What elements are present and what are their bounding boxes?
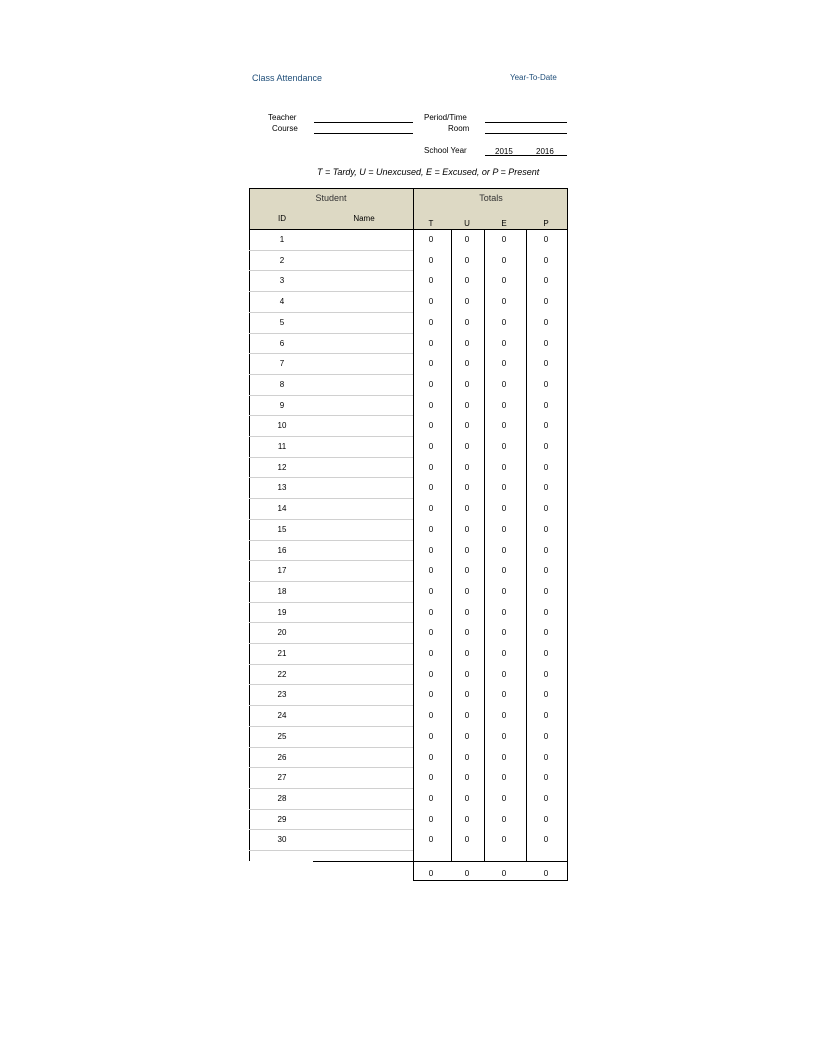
count-cell-u: 0: [464, 255, 470, 265]
student-id-cell: 24: [277, 711, 287, 721]
count-cell-t: 0: [428, 545, 434, 555]
student-name-cell[interactable]: [299, 624, 409, 640]
count-cell-e: 0: [501, 752, 507, 762]
row-divider: [249, 560, 413, 561]
row-divider: [249, 374, 413, 375]
count-cell-t: 0: [428, 359, 434, 369]
student-name-cell[interactable]: [299, 811, 409, 827]
count-cell-e: 0: [501, 338, 507, 348]
count-cell-p: 0: [543, 379, 549, 389]
row-divider: [249, 767, 413, 768]
count-cell-e: 0: [501, 276, 507, 286]
count-cell-e: 0: [501, 814, 507, 824]
count-cell-t: 0: [428, 793, 434, 803]
student-id-cell: 1: [279, 235, 285, 244]
t-u-divider: [451, 229, 452, 861]
count-cell-t: 0: [428, 255, 434, 265]
totals-header-label: Totals: [479, 193, 503, 203]
student-id-cell: 20: [277, 628, 287, 638]
total-e: 0: [501, 869, 507, 878]
row-divider: [249, 643, 413, 644]
student-id-cell: 23: [277, 690, 287, 700]
count-cell-p: 0: [543, 773, 549, 783]
count-cell-p: 0: [543, 669, 549, 679]
count-cell-e: 0: [501, 442, 507, 451]
count-cell-u: 0: [464, 317, 470, 327]
count-cell-t: 0: [428, 731, 434, 741]
student-name-cell[interactable]: [299, 728, 409, 744]
count-cell-t: 0: [428, 235, 434, 244]
row-divider: [249, 829, 413, 830]
count-cell-t: 0: [428, 607, 434, 617]
student-id-cell: 9: [279, 400, 285, 410]
student-id-cell: 7: [279, 359, 285, 369]
course-label: Course: [272, 124, 298, 133]
row-divider: [249, 809, 413, 810]
count-cell-u: 0: [464, 462, 470, 472]
student-name-cell[interactable]: [299, 666, 409, 682]
count-cell-e: 0: [501, 317, 507, 327]
count-cell-u: 0: [464, 607, 470, 617]
count-cell-e: 0: [501, 379, 507, 389]
count-cell-e: 0: [501, 669, 507, 679]
row-divider: [249, 581, 413, 582]
student-id-cell: 13: [277, 483, 287, 493]
count-cell-p: 0: [543, 793, 549, 803]
student-name-cell[interactable]: [299, 831, 409, 847]
student-id-cell: 27: [277, 773, 287, 783]
student-id-cell: 29: [277, 814, 287, 824]
count-cell-p: 0: [543, 338, 549, 348]
total-t: 0: [428, 869, 434, 878]
student-name-cell[interactable]: [299, 521, 409, 537]
count-cell-p: 0: [543, 711, 549, 721]
totals-top-border: [313, 861, 568, 862]
count-cell-p: 0: [543, 690, 549, 700]
row-divider: [249, 436, 413, 437]
count-cell-u: 0: [464, 235, 470, 244]
id-column-header: ID: [278, 214, 286, 223]
student-id-cell: 5: [279, 317, 285, 327]
student-name-cell[interactable]: [299, 604, 409, 620]
count-cell-p: 0: [543, 628, 549, 638]
year-start[interactable]: 2015: [495, 147, 513, 156]
count-cell-p: 0: [543, 731, 549, 741]
school-year-label: School Year: [424, 146, 467, 155]
student-name-cell[interactable]: [299, 272, 409, 288]
row-divider: [249, 250, 413, 251]
count-cell-u: 0: [464, 669, 470, 679]
count-cell-t: 0: [428, 483, 434, 493]
row-divider: [249, 457, 413, 458]
row-divider: [249, 540, 413, 541]
period-field[interactable]: [485, 122, 567, 123]
count-cell-p: 0: [543, 462, 549, 472]
student-id-cell: 4: [279, 297, 285, 307]
count-cell-p: 0: [543, 586, 549, 596]
student-name-cell[interactable]: [299, 686, 409, 702]
count-cell-u: 0: [464, 711, 470, 721]
row-divider: [249, 850, 413, 851]
count-cell-u: 0: [464, 379, 470, 389]
count-cell-u: 0: [464, 421, 470, 431]
row-divider: [249, 498, 413, 499]
total-p: 0: [543, 869, 549, 878]
count-cell-u: 0: [464, 359, 470, 369]
row-divider: [249, 270, 413, 271]
student-id-cell: 22: [277, 669, 287, 679]
year-end[interactable]: 2016: [536, 147, 554, 156]
student-id-cell: 18: [277, 586, 287, 596]
table-right-border: [567, 188, 568, 881]
count-cell-u: 0: [464, 814, 470, 824]
count-cell-p: 0: [543, 421, 549, 431]
student-id-cell: 14: [277, 504, 287, 514]
student-id-cell: 17: [277, 566, 287, 576]
count-cell-e: 0: [501, 400, 507, 410]
student-name-cell[interactable]: [299, 438, 409, 454]
count-cell-t: 0: [428, 690, 434, 700]
row-divider: [249, 747, 413, 748]
count-cell-u: 0: [464, 483, 470, 493]
count-cell-p: 0: [543, 276, 549, 286]
count-cell-t: 0: [428, 317, 434, 327]
row-divider: [249, 415, 413, 416]
count-cell-t: 0: [428, 524, 434, 534]
count-cell-t: 0: [428, 421, 434, 431]
row-divider: [249, 788, 413, 789]
student-id-cell: 2: [279, 255, 285, 265]
count-cell-u: 0: [464, 545, 470, 555]
count-cell-u: 0: [464, 690, 470, 700]
count-cell-t: 0: [428, 773, 434, 783]
count-cell-t: 0: [428, 442, 434, 451]
col-header-e: E: [501, 219, 507, 228]
period-label: Period/Time: [424, 113, 467, 122]
student-name-cell[interactable]: [299, 562, 409, 578]
count-cell-t: 0: [428, 566, 434, 576]
count-cell-p: 0: [543, 649, 549, 658]
count-cell-p: 0: [543, 235, 549, 244]
student-name-cell[interactable]: [299, 231, 409, 247]
student-id-cell: 21: [277, 649, 287, 658]
student-name-cell[interactable]: [299, 645, 409, 661]
student-name-cell[interactable]: [299, 479, 409, 495]
count-cell-u: 0: [464, 400, 470, 410]
room-label: Room: [448, 124, 470, 133]
count-cell-e: 0: [501, 649, 507, 658]
totals-bottom-border: [413, 880, 568, 881]
count-cell-e: 0: [501, 793, 507, 803]
student-name-cell[interactable]: [299, 293, 409, 309]
course-field[interactable]: [314, 133, 413, 134]
row-divider: [249, 664, 413, 665]
count-cell-t: 0: [428, 462, 434, 472]
count-cell-p: 0: [543, 607, 549, 617]
count-cell-p: 0: [543, 442, 549, 451]
student-name-cell[interactable]: [299, 335, 409, 351]
count-cell-e: 0: [501, 566, 507, 576]
count-cell-t: 0: [428, 711, 434, 721]
student-id-cell: 30: [277, 835, 287, 845]
name-column-header: Name: [353, 214, 375, 223]
count-cell-u: 0: [464, 442, 470, 451]
page-subtitle: Year-To-Date: [510, 73, 557, 82]
legend-text: T = Tardy, U = Unexcused, E = Excused, or P = Present: [317, 167, 540, 177]
count-cell-e: 0: [501, 359, 507, 369]
row-divider: [249, 726, 413, 727]
count-cell-t: 0: [428, 669, 434, 679]
count-cell-t: 0: [428, 297, 434, 307]
count-cell-u: 0: [464, 276, 470, 286]
col-header-p: P: [543, 219, 549, 228]
student-name-cell[interactable]: [299, 397, 409, 413]
count-cell-u: 0: [464, 628, 470, 638]
student-id-cell: 6: [279, 338, 285, 348]
count-cell-e: 0: [501, 690, 507, 700]
student-id-cell: 19: [277, 607, 287, 617]
count-cell-p: 0: [543, 524, 549, 534]
table-left-border: [249, 188, 250, 861]
page-title: Class Attendance: [252, 73, 323, 83]
count-cell-p: 0: [543, 752, 549, 762]
row-divider: [249, 353, 413, 354]
totals-divider: [413, 188, 414, 881]
count-cell-u: 0: [464, 752, 470, 762]
student-name-cell[interactable]: [299, 417, 409, 433]
row-divider: [249, 312, 413, 313]
student-name-cell[interactable]: [299, 355, 409, 371]
row-divider: [249, 684, 413, 685]
u-e-divider: [484, 229, 485, 861]
student-name-cell[interactable]: [299, 707, 409, 723]
count-cell-e: 0: [501, 255, 507, 265]
row-divider: [249, 519, 413, 520]
count-cell-e: 0: [501, 462, 507, 472]
row-divider: [249, 705, 413, 706]
count-cell-e: 0: [501, 835, 507, 845]
student-name-cell[interactable]: [299, 500, 409, 516]
table-top-border: [249, 188, 568, 189]
count-cell-e: 0: [501, 421, 507, 431]
student-name-cell[interactable]: [299, 252, 409, 268]
student-name-cell[interactable]: [299, 749, 409, 765]
count-cell-p: 0: [543, 566, 549, 576]
student-id-cell: 26: [277, 752, 287, 762]
count-cell-t: 0: [428, 504, 434, 514]
student-id-cell: 15: [277, 524, 287, 534]
count-cell-e: 0: [501, 586, 507, 596]
count-cell-t: 0: [428, 400, 434, 410]
count-cell-e: 0: [501, 504, 507, 514]
e-p-divider: [526, 229, 527, 861]
count-cell-p: 0: [543, 545, 549, 555]
student-id-cell: 3: [279, 276, 285, 286]
count-cell-e: 0: [501, 524, 507, 534]
student-name-cell[interactable]: [299, 790, 409, 806]
count-cell-u: 0: [464, 297, 470, 307]
student-id-cell: 8: [279, 379, 285, 389]
count-cell-p: 0: [543, 400, 549, 410]
student-id-cell: 10: [277, 421, 287, 431]
student-id-cell: 28: [277, 793, 287, 803]
count-cell-e: 0: [501, 607, 507, 617]
count-cell-u: 0: [464, 793, 470, 803]
student-header-label: Student: [315, 193, 347, 203]
count-cell-t: 0: [428, 338, 434, 348]
count-cell-u: 0: [464, 731, 470, 741]
count-cell-u: 0: [464, 566, 470, 576]
teacher-field[interactable]: [314, 122, 413, 123]
row-divider: [249, 622, 413, 623]
row-divider: [249, 395, 413, 396]
room-field[interactable]: [485, 133, 567, 134]
count-cell-e: 0: [501, 235, 507, 244]
student-id-cell: 11: [277, 442, 287, 451]
count-cell-e: 0: [501, 297, 507, 307]
student-name-cell[interactable]: [299, 769, 409, 785]
count-cell-e: 0: [501, 773, 507, 783]
count-cell-e: 0: [501, 545, 507, 555]
count-cell-p: 0: [543, 483, 549, 493]
row-divider: [249, 333, 413, 334]
count-cell-e: 0: [501, 628, 507, 638]
student-id-cell: 25: [277, 731, 287, 741]
count-cell-t: 0: [428, 752, 434, 762]
student-name-cell[interactable]: [299, 376, 409, 392]
student-name-cell[interactable]: [299, 542, 409, 558]
count-cell-p: 0: [543, 359, 549, 369]
row-divider: [249, 291, 413, 292]
student-name-cell[interactable]: [299, 583, 409, 599]
count-cell-u: 0: [464, 649, 470, 658]
count-cell-t: 0: [428, 814, 434, 824]
count-cell-t: 0: [428, 586, 434, 596]
student-name-cell[interactable]: [299, 459, 409, 475]
count-cell-p: 0: [543, 255, 549, 265]
count-cell-u: 0: [464, 773, 470, 783]
count-cell-p: 0: [543, 297, 549, 307]
count-cell-p: 0: [543, 317, 549, 327]
count-cell-e: 0: [501, 711, 507, 721]
col-header-t: T: [428, 219, 434, 228]
row-divider: [249, 477, 413, 478]
count-cell-t: 0: [428, 379, 434, 389]
col-header-u: U: [464, 219, 470, 228]
count-cell-u: 0: [464, 338, 470, 348]
header-bottom-border: [249, 229, 568, 230]
count-cell-u: 0: [464, 524, 470, 534]
student-id-cell: 16: [277, 545, 287, 555]
total-u: 0: [464, 869, 470, 878]
count-cell-t: 0: [428, 835, 434, 845]
student-name-cell[interactable]: [299, 314, 409, 330]
teacher-label: Teacher: [268, 113, 297, 122]
count-cell-p: 0: [543, 835, 549, 845]
count-cell-u: 0: [464, 504, 470, 514]
count-cell-p: 0: [543, 504, 549, 514]
count-cell-e: 0: [501, 731, 507, 741]
student-id-cell: 12: [277, 462, 287, 472]
count-cell-e: 0: [501, 483, 507, 493]
count-cell-u: 0: [464, 586, 470, 596]
count-cell-t: 0: [428, 649, 434, 658]
row-divider: [249, 602, 413, 603]
count-cell-u: 0: [464, 835, 470, 845]
count-cell-p: 0: [543, 814, 549, 824]
school-year-underline: [485, 155, 567, 156]
count-cell-t: 0: [428, 276, 434, 286]
count-cell-t: 0: [428, 628, 434, 638]
